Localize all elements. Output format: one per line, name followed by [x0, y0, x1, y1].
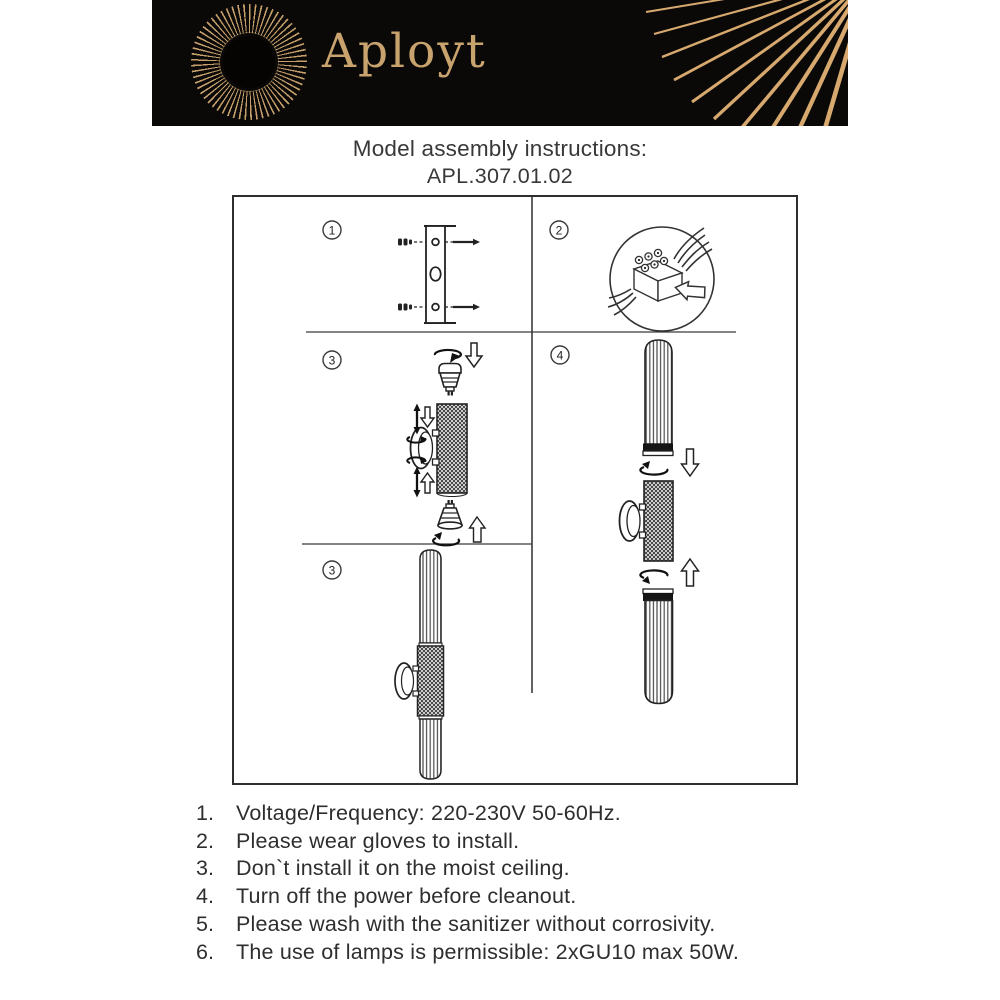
list-item — [196, 939, 856, 967]
item-number: 3. — [196, 856, 214, 881]
list-item — [196, 800, 856, 828]
list-item — [196, 855, 856, 883]
bulb-and-body-installation-diagram — [407, 343, 485, 545]
item-text: Turn off the power before cleanout. — [236, 884, 577, 909]
list-item — [196, 883, 856, 911]
item-number: 2. — [196, 828, 214, 853]
item-text: The use of lamps is permissible: 2xGU10 max 50W. — [236, 939, 740, 964]
instruction-list — [196, 800, 856, 966]
step-4-badge: 4 — [556, 348, 564, 363]
item-text: Voltage/Frequency: 220-230V 50-60Hz. — [236, 801, 621, 825]
shade-attachment-diagram — [620, 340, 699, 704]
step-1-badge: 1 — [328, 223, 336, 238]
list-item — [196, 828, 856, 856]
item-number: 6. — [196, 939, 214, 964]
assembly-diagram — [234, 197, 796, 783]
step-2-badge: 2 — [555, 223, 563, 238]
wiring-terminal-magnifier-diagram — [608, 227, 714, 331]
step-5-badge: 3 — [328, 563, 336, 578]
item-number: 4. — [196, 884, 214, 909]
wall-bracket-screws-diagram — [398, 226, 480, 323]
ray-fan-icon — [618, 0, 848, 126]
item-text: Don`t install it on the moist ceiling. — [236, 856, 570, 881]
brand-name: Aployt — [322, 24, 487, 79]
item-text: Please wear gloves to install. — [236, 828, 520, 853]
assembly-diagram-box — [232, 195, 798, 785]
item-number: 5. — [196, 911, 214, 936]
list-item — [196, 911, 856, 939]
assembled-fixture-diagram — [395, 550, 444, 779]
brand-banner — [152, 0, 848, 126]
item-text: Please wash with the sanitizer without corrosivity. — [236, 911, 716, 936]
sunburst-core — [223, 36, 275, 88]
step-3-badge: 3 — [328, 353, 336, 368]
item-number: 1. — [196, 801, 214, 825]
model-number: APL.307.01.02 — [426, 164, 574, 188]
page-title: Model assembly instructions: — [352, 136, 648, 161]
